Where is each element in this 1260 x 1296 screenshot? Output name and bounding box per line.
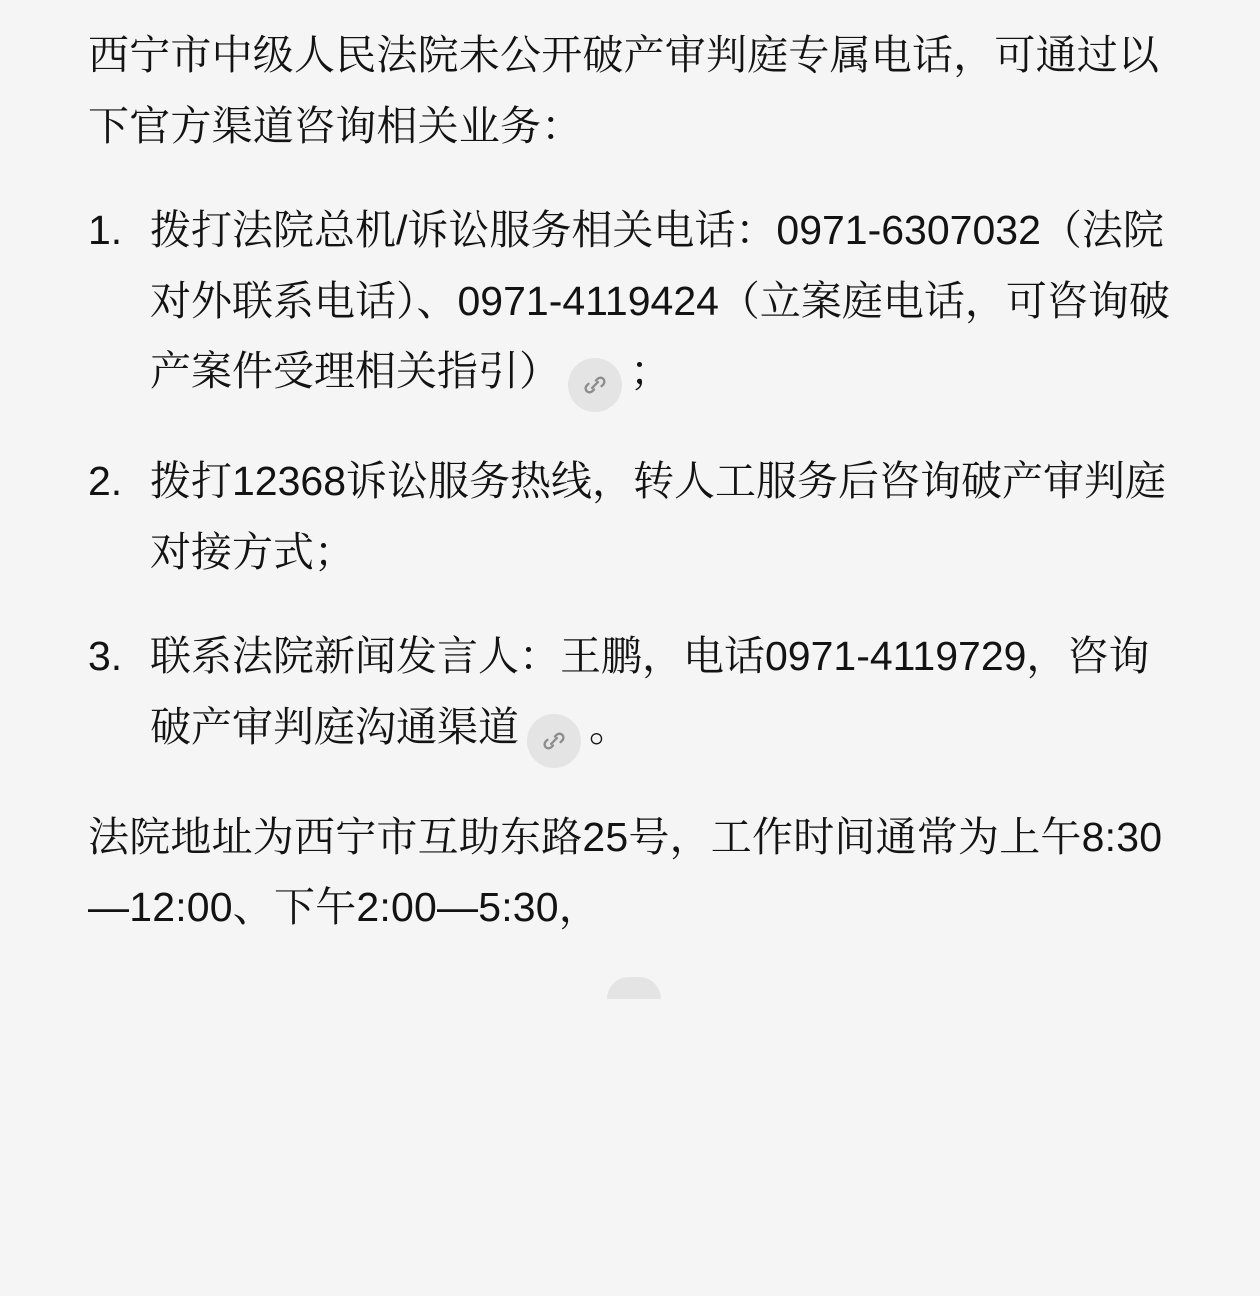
list-item-body [150, 195, 1180, 412]
link-icon[interactable] [568, 358, 622, 412]
list-item-number: 2. [88, 458, 123, 505]
partial-link-icon-row [88, 977, 1180, 999]
list-item-trailing: 。 [589, 703, 630, 750]
list-item-text: 拨打12368诉讼服务热线，转人工服务后咨询破产审判庭对接方式； [150, 458, 1167, 575]
list-item-text: 拨打法院总机/诉讼服务相关电话：0971-6307032（法院对外联系电话）、0971-4119424（立案庭电话，可咨询破产案件受理相关指引） [150, 207, 1170, 395]
link-icon[interactable] [527, 714, 581, 768]
list-item [88, 621, 1180, 768]
list-item [88, 446, 1180, 587]
list-item-text: 联系法院新闻发言人：王鹏，电话0971-4119729，咨询破产审判庭沟通渠道 [150, 633, 1150, 750]
list-item [88, 195, 1180, 412]
list-item-number: 3. [88, 633, 123, 680]
list-item-number: 1. [88, 207, 123, 254]
list-item-body [150, 446, 1180, 587]
closing-paragraph: 法院地址为西宁市互助东路25号，工作时间通常为上午8:30—12:00、下午2:00—5:30， [88, 813, 1163, 931]
intro-paragraph: 西宁市中级人民法院未公开破产审判庭专属电话，可通过以下官方渠道咨询相关业务： [88, 32, 1160, 149]
link-icon[interactable] [607, 977, 661, 999]
list-item-body [150, 621, 1180, 768]
list-item-trailing: ； [630, 348, 671, 395]
